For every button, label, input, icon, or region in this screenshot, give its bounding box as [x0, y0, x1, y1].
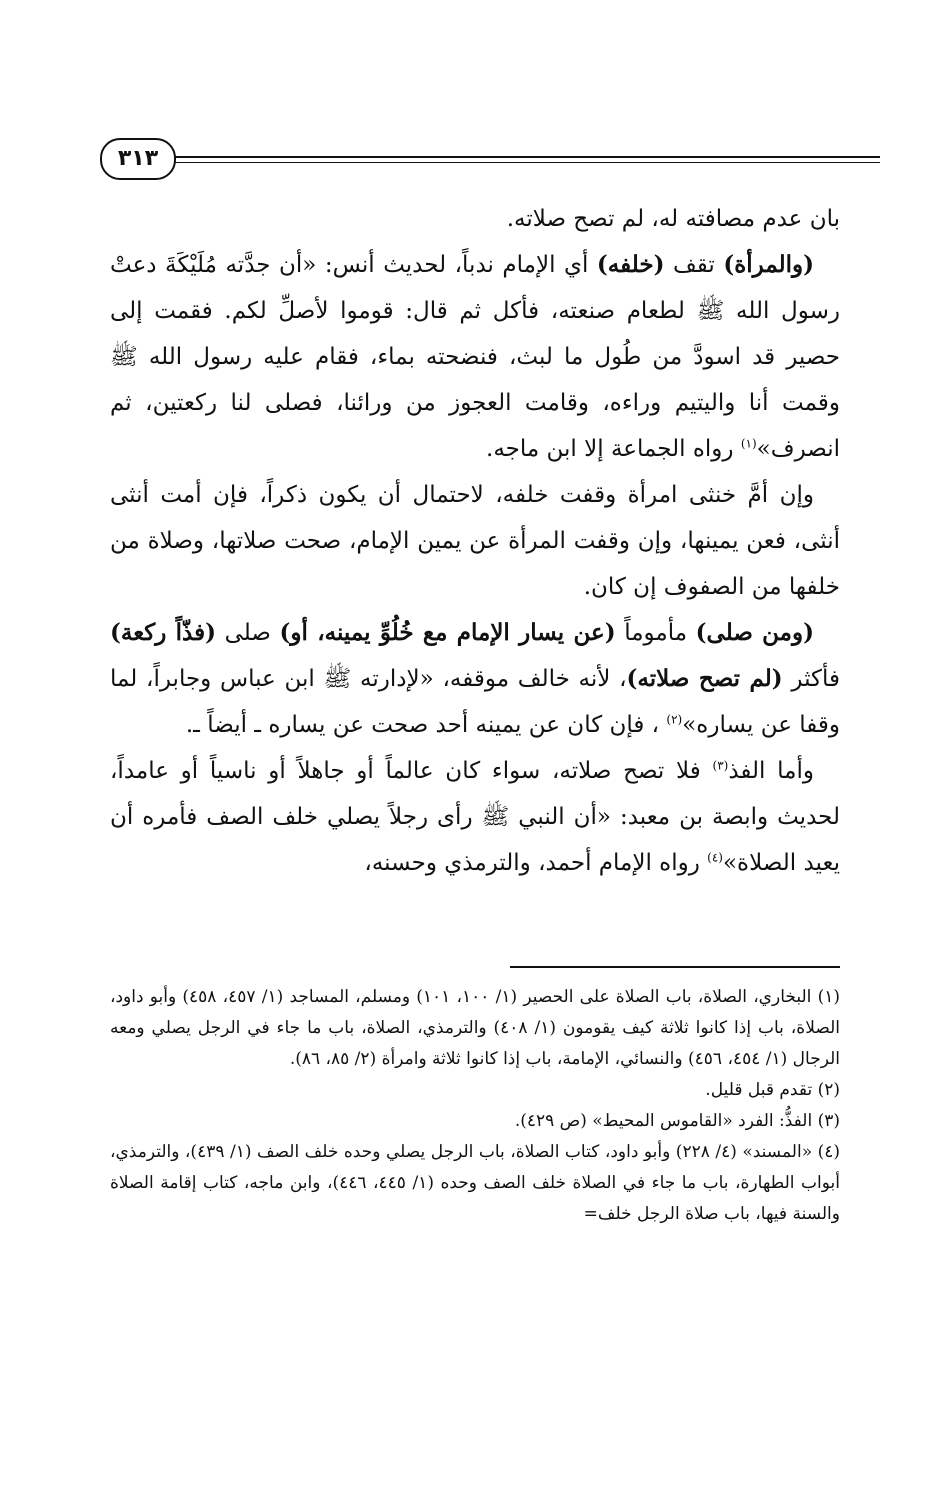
paragraph-4	[110, 610, 840, 748]
paragraph-2	[110, 242, 840, 472]
text-span: وأما الفذ	[728, 758, 814, 784]
text-span: رواه الجماعة إلا ابن ماجه.	[486, 436, 741, 462]
text-span: ، فإن كان عن يمينه أحد صحت عن يساره ـ أيضاً ـ.	[185, 712, 667, 738]
page-number: ٣١٣	[100, 138, 176, 180]
footnote-ref-2: (٢)	[666, 712, 683, 727]
footnote-1: (١) البخاري، الصلاة، باب الصلاة على الحصير (١/ ١٠٠، ١٠١) ومسلم، المساجد (١/ ٤٥٧، ٤٥٨) وأبو داود، الصلاة، باب إذا كانوا ثلاثة كيف يقومون (١/ ٤٠٨) والترمذي، الصلاة، باب ما جاء في الرجل يصلي ومعه الرجال (١/ ٤٥٤، ٤٥٦) والنسائي، الإمامة، باب إذا كانوا ثلاثة وامرأة (٢/ ٨٥، ٨٦).	[110, 987, 840, 1069]
footnote-3: (٣) الفذُّ: الفرد «القاموس المحيط» (ص ٤٢٩).	[514, 1111, 840, 1131]
header-rule-thin	[170, 162, 880, 163]
footnote-4: (٤) «المسند» (٤/ ٢٢٨) وأبو داود، كتاب الصلاة، باب الرجل يصلي وحده خلف الصف (١/ ٤٣٩)، والترمذي، أبواب الطهارة، باب ما جاء في الصلاة خلف الصف وحده (١/ ٤٤٥، ٤٤٦)، وابن ماجه، كتاب إقامة الصلاة والسنة فيها، باب صلاة الرجل خلف=	[110, 1142, 840, 1224]
text-span: فأكثر	[782, 666, 840, 692]
footnote-ref-1: (١)	[740, 436, 757, 451]
text-span: مأموماً	[615, 620, 696, 646]
bold-term: (والمرأة)	[723, 251, 815, 278]
text-span: رواه الإمام أحمد، والترمذي وحسنه،	[364, 850, 708, 876]
text-span: فلا تصح صلاته، سواء كان عالماً أو جاهلاً أو ناسياً أو عامداً، لحديث وابصة بن معبد: «أن النبي ﷺ رأى رجلاً يصلي خلف الصف فأمره أن يعيد الصلاة»	[110, 758, 840, 876]
main-text	[110, 196, 840, 886]
footnote-separator	[510, 966, 840, 968]
bold-term: (لم تصح صلاته)	[626, 665, 783, 692]
text-span: صلى	[216, 620, 280, 646]
paragraph-5	[110, 748, 840, 886]
bold-term: (فذّاً ركعة)	[110, 619, 217, 646]
footnotes	[110, 982, 840, 1230]
bold-term: (خلفه)	[596, 251, 665, 278]
paragraph-1: بان عدم مصافته له، لم تصح صلاته.	[506, 206, 840, 232]
text-span: ، لأنه خالف موقفه، «لإدارته ﷺ ابن عباس وجابراً، لما وقفا عن يساره»	[110, 666, 840, 738]
footnote-ref-4: (٤)	[707, 850, 723, 865]
paragraph-3: وإن أمَّ خنثى امرأة وقفت خلفه، لاحتمال أن يكون ذكراً، فإن أمت أنثى أنثى، فعن يمينها، وإن وقفت المرأة عن يمين الإمام، صحت صلاتها، وصلاة من خلفها من الصفوف إن كان.	[110, 482, 840, 600]
footnote-2: (٢) تقدم قبل قليل.	[705, 1080, 840, 1100]
page-header	[100, 136, 880, 180]
bold-term: (ومن صلى)	[695, 619, 814, 646]
bold-term: (عن يسار الإمام مع خُلُوِّ يمينه، أو)	[279, 619, 616, 646]
footnote-ref-3: (٣)	[712, 758, 729, 773]
text-span: تقف	[664, 252, 724, 278]
header-rule	[170, 156, 880, 158]
text-span: أي الإمام ندباً، لحديث أنس: «أن جدَّته مُلَيْكَةَ دعتْ رسول الله ﷺ لطعام صنعته، فأكل ثم قال: قوموا لأصلِّ لكم. فقمت إلى حصير قد اسودَّ من طُول ما لبث، فنضحته بماء، فقام عليه رسول الله ﷺ وقمت أنا واليتيم وراءه، وقامت العجوز من ورائنا، فصلى لنا ركعتين، ثم انصرف»	[110, 252, 840, 462]
